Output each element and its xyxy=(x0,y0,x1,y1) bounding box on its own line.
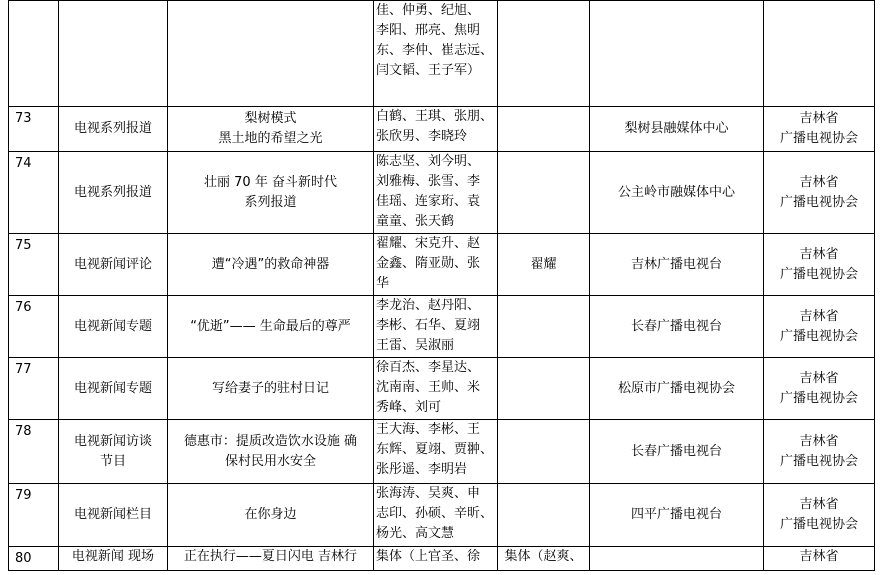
authors-cell xyxy=(374,234,498,296)
authors-cell xyxy=(374,296,498,358)
category-cell-line: 电视新闻专题 xyxy=(73,318,152,334)
recommender-cell-line: 广播电视协会 xyxy=(779,517,858,532)
recommender-cell-line: 吉林省 xyxy=(799,497,839,512)
authors-cell-line: 东、李仲、崔志远、 xyxy=(376,43,494,58)
authors-cell-line: 佳、仲勇、纪旭、 xyxy=(376,3,481,18)
unit-cell: 长春广播电视台 xyxy=(590,296,764,358)
editor-cell xyxy=(498,296,590,358)
recommender-cell xyxy=(764,358,875,420)
unit-cell: 长春广播电视台 xyxy=(590,420,764,484)
authors-cell-line: 秀峰、刘可 xyxy=(376,400,442,415)
number-cell: 76 xyxy=(9,296,59,358)
title-cell xyxy=(168,234,374,296)
authors-cell xyxy=(374,358,498,420)
number-cell: 80 xyxy=(9,547,59,571)
category-cell xyxy=(59,107,168,152)
recommender-cell-line: 吉林省 xyxy=(799,549,839,564)
number-cell: 77 xyxy=(9,358,59,420)
number-cell: 73 xyxy=(9,107,59,152)
authors-cell xyxy=(374,484,498,547)
recommender-cell-line: 广播电视协会 xyxy=(779,453,858,469)
category-cell-line: 电视系列报道 xyxy=(73,121,152,136)
unit-cell: 吉林广播电视台 xyxy=(590,234,764,296)
authors-cell-line: 志印、孙硕、辛昕、 xyxy=(376,506,494,521)
authors-cell-line: 李彬、石华、夏翊 xyxy=(376,318,481,333)
title-cell-line: 保村民用水安全 xyxy=(224,453,316,469)
category-cell-line: 电视新闻专题 xyxy=(73,380,152,396)
awards-table xyxy=(8,0,875,571)
table-body xyxy=(9,1,875,571)
recommender-cell xyxy=(764,1,875,107)
title-cell-line: 德惠市：提质改造饮水设施 确 xyxy=(183,433,358,449)
authors-cell xyxy=(374,152,498,234)
authors-cell-line: 刘雅梅、张雪、李 xyxy=(376,174,481,189)
title-cell-line: 写给妻子的驻村日记 xyxy=(211,380,329,396)
number-cell: 75 xyxy=(9,234,59,296)
editor-cell xyxy=(498,152,590,234)
category-cell xyxy=(59,547,168,571)
title-cell-line: “优逝”—— 生命最后的尊严 xyxy=(190,318,351,334)
recommender-cell-line: 广播电视协会 xyxy=(779,390,858,406)
number-cell: 79 xyxy=(9,484,59,547)
title-cell xyxy=(168,107,374,152)
recommender-cell xyxy=(764,152,875,234)
category-cell-line: 电视新闻访谈 xyxy=(73,433,152,449)
recommender-cell-line: 吉林省 xyxy=(799,246,839,262)
category-cell-line: 节目 xyxy=(99,453,126,469)
category-cell xyxy=(59,1,168,107)
authors-cell-line: 童童、张天鹤 xyxy=(376,214,455,229)
title-cell xyxy=(168,420,374,484)
authors-cell-line: 徐百杰、李星达、 xyxy=(376,360,481,375)
authors-cell-line: 张彤遥、李明岩 xyxy=(376,462,468,477)
editor-cell xyxy=(498,107,590,152)
unit-cell xyxy=(590,547,764,571)
authors-cell xyxy=(374,547,498,571)
title-cell-line: 系列报道 xyxy=(244,194,297,210)
recommender-cell-line: 广播电视协会 xyxy=(779,131,858,146)
table-row xyxy=(9,547,875,571)
authors-cell-line: 张欣男、李晓玲 xyxy=(376,129,468,144)
unit-cell: 梨树县融媒体中心 xyxy=(590,107,764,152)
authors-cell-line: 张海涛、吴爽、申 xyxy=(376,486,481,501)
table-row xyxy=(9,107,875,152)
table-row xyxy=(9,420,875,484)
number-cell: 74 xyxy=(9,152,59,234)
title-cell xyxy=(168,547,374,571)
authors-cell-line: 翟耀、宋克升、赵 xyxy=(376,236,481,251)
recommender-cell-line: 广播电视协会 xyxy=(779,328,858,344)
title-cell xyxy=(168,358,374,420)
title-cell-line: 正在执行——夏日闪电 吉林行 xyxy=(183,549,358,564)
table-row xyxy=(9,358,875,420)
authors-cell xyxy=(374,1,498,107)
recommender-cell xyxy=(764,420,875,484)
recommender-cell-line: 广播电视协会 xyxy=(779,194,858,210)
editor-cell xyxy=(498,420,590,484)
number-cell: 78 xyxy=(9,420,59,484)
recommender-cell-line: 广播电视协会 xyxy=(779,266,858,282)
unit-cell: 四平广播电视台 xyxy=(590,484,764,547)
title-cell xyxy=(168,296,374,358)
authors-cell-line: 佳瑶、连家珩、袁 xyxy=(376,194,481,209)
editor-cell: 翟耀 xyxy=(498,234,590,296)
authors-cell-line: 金鑫、隋亚勋、张 xyxy=(376,256,481,271)
authors-cell-line: 李阳、邢亮、焦明 xyxy=(376,23,481,38)
title-cell-line: 遭“冷遇”的救命神器 xyxy=(211,256,330,272)
recommender-cell xyxy=(764,296,875,358)
table-row xyxy=(9,234,875,296)
recommender-cell-line: 吉林省 xyxy=(799,111,839,126)
authors-cell-line: 集体（上官圣、徐 xyxy=(376,549,481,564)
title-cell xyxy=(168,1,374,107)
recommender-cell-line: 吉林省 xyxy=(799,308,839,324)
table-row xyxy=(9,484,875,547)
category-cell xyxy=(59,358,168,420)
unit-cell xyxy=(590,1,764,107)
number-cell xyxy=(9,1,59,107)
table-row-continuation xyxy=(9,1,875,107)
authors-cell-line: 李龙治、赵丹阳、 xyxy=(376,298,481,313)
editor-cell: 集体（赵爽、 xyxy=(498,547,590,571)
category-cell xyxy=(59,420,168,484)
authors-cell-line: 杨光、高文慧 xyxy=(376,526,455,541)
authors-cell-line: 白鹤、王琪、张朋、 xyxy=(376,109,494,124)
authors-cell-line: 东辉、夏翊、贾翀、 xyxy=(376,442,494,457)
recommender-cell-line: 吉林省 xyxy=(799,433,839,449)
authors-cell-line: 陈志坚、刘今明、 xyxy=(376,154,481,169)
editor-cell xyxy=(498,358,590,420)
title-cell-line: 黑土地的希望之光 xyxy=(218,131,323,146)
authors-cell-line: 王大海、李彬、王 xyxy=(376,422,481,437)
unit-cell: 松原市广播电视协会 xyxy=(590,358,764,420)
title-cell-line: 梨树模式 xyxy=(244,111,297,126)
category-cell xyxy=(59,152,168,234)
category-cell-line: 电视新闻 现场 xyxy=(71,549,155,564)
title-cell-line: 在你身边 xyxy=(244,507,297,522)
authors-cell-line: 沈南南、王帅、米 xyxy=(376,380,481,395)
unit-cell: 公主岭市融媒体中心 xyxy=(590,152,764,234)
editor-cell xyxy=(498,1,590,107)
recommender-cell xyxy=(764,234,875,296)
authors-cell xyxy=(374,107,498,152)
category-cell xyxy=(59,296,168,358)
category-cell-line: 电视新闻栏目 xyxy=(73,507,152,522)
category-cell-line: 电视系列报道 xyxy=(73,184,152,200)
category-cell xyxy=(59,484,168,547)
recommender-cell xyxy=(764,547,875,571)
table-row xyxy=(9,296,875,358)
authors-cell xyxy=(374,420,498,484)
authors-cell-line: 王雷、吴淑丽 xyxy=(376,338,455,353)
table-row xyxy=(9,152,875,234)
recommender-cell xyxy=(764,484,875,547)
authors-cell-line: 闫文韬、王子军） xyxy=(376,63,481,78)
authors-cell-line: 华 xyxy=(376,276,390,291)
title-cell xyxy=(168,152,374,234)
recommender-cell-line: 吉林省 xyxy=(799,174,839,190)
title-cell-line: 壮丽 70 年 奋斗新时代 xyxy=(204,174,337,190)
category-cell xyxy=(59,234,168,296)
title-cell xyxy=(168,484,374,547)
category-cell-line: 电视新闻评论 xyxy=(73,256,152,272)
editor-cell xyxy=(498,484,590,547)
recommender-cell-line: 吉林省 xyxy=(799,370,839,386)
recommender-cell xyxy=(764,107,875,152)
